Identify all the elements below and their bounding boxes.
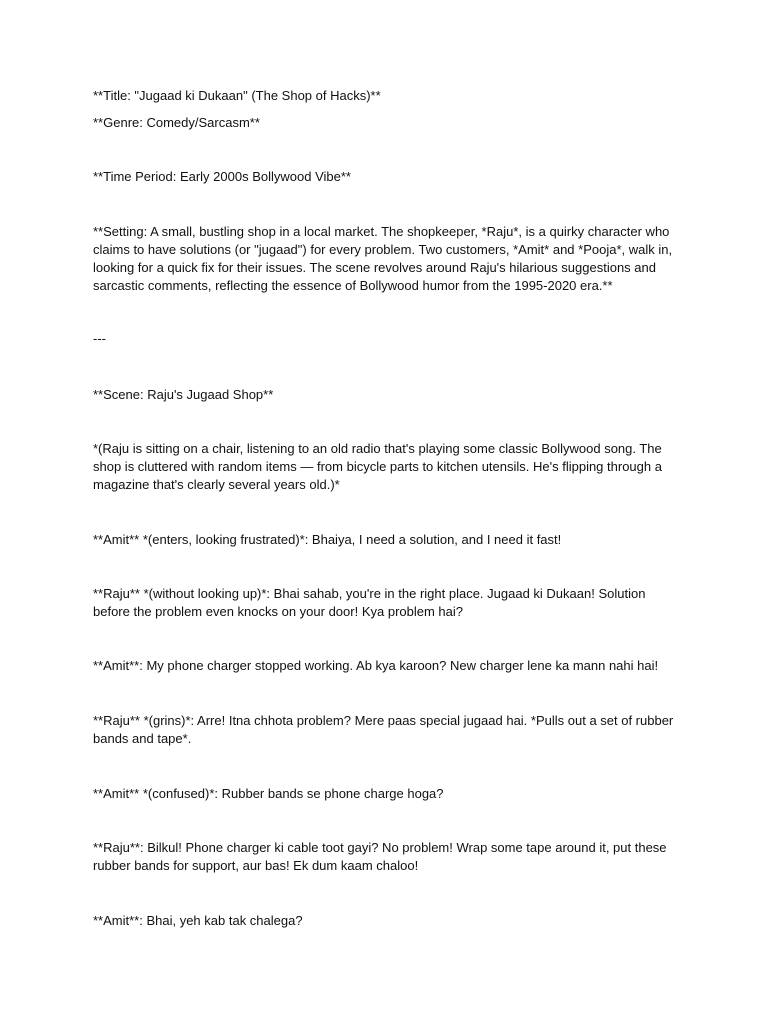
dialogue-amit-3: **Amit** *(confused)*: Rubber bands se phone charge hoga? [93,786,444,801]
dialogue-raju-1: **Raju** *(without looking up)*: Bhai sahab, you're in the right place. Jugaad ki Dukaan! Solution before the problem even knocks on your door! Kya problem hai? [93,586,646,619]
setting-paragraph: **Setting: A small, bustling shop in a local market. The shopkeeper, *Raju*, is a quirky character who claims to have solutions (or "jugaad") for every problem. Two customers, *Amit* and *Pooja*, walk in, looking for a quick fix for their issues. The scene revolves around Raju's hilarious suggestions and sarcastic comments, reflecting the essence of Bollywood humor from the 1995-2020 era.** [93,224,673,293]
section-divider: --- [93,331,106,346]
stage-direction-paragraph: *(Raju is sitting on a chair, listening to an old radio that's playing some classic Bollywood song. The shop is cluttered with random items — from bicycle parts to kitchen utensils. He's flipping through a magazine that's clearly several years old.)* [93,441,662,492]
dialogue-raju-2: **Raju** *(grins)*: Arre! Itna chhota problem? Mere paas special jugaad hai. *Pulls out a set of rubber bands and tape*. [93,713,674,746]
dialogue-amit-1: **Amit** *(enters, looking frustrated)*: Bhaiya, I need a solution, and I need it fast! [93,532,562,547]
scene-heading: **Scene: Raju's Jugaad Shop** [93,387,274,402]
dialogue-amit-2: **Amit**: My phone charger stopped working. Ab kya karoon? New charger lene ka mann nahi hai! [93,658,659,673]
dialogue-raju-3: **Raju**: Bilkul! Phone charger ki cable toot gayi? No problem! Wrap some tape around it, put these rubber bands for support, aur bas! Ek dum kaam chaloo! [93,840,667,873]
time-period-line: **Time Period: Early 2000s Bollywood Vibe** [93,169,351,184]
title-line: **Title: "Jugaad ki Dukaan" (The Shop of Hacks)** [93,88,381,103]
genre-line: **Genre: Comedy/Sarcasm** [93,115,260,130]
dialogue-amit-4: **Amit**: Bhai, yeh kab tak chalega? [93,913,303,928]
